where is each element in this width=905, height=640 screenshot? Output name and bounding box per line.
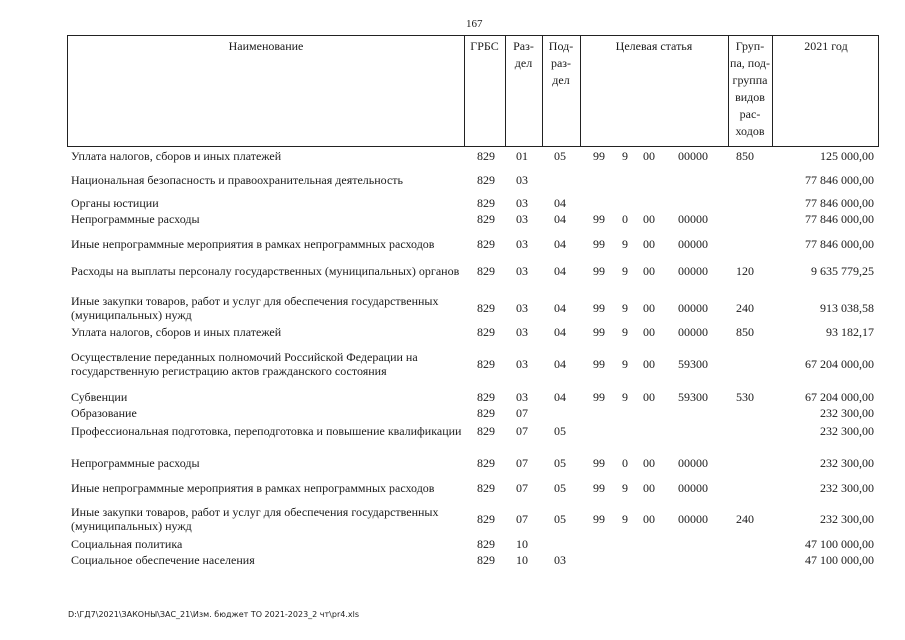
row-amount: 232 300,00 [820,424,874,438]
row-cs4: 00000 [678,149,708,163]
header-year: 2021 год [804,39,848,53]
row-pr: 05 [554,481,566,495]
row-grbs: 829 [477,237,495,251]
row-cs3: 00 [643,149,655,163]
row-cs3: 00 [643,301,655,315]
row-amount: 232 300,00 [820,406,874,420]
row-name: Социальное обеспечение населения [71,553,255,567]
row-pr: 04 [554,301,566,315]
row-cs2: 9 [622,149,628,163]
row-rz: 03 [516,301,528,315]
row-grbs: 829 [477,406,495,420]
row-cs1: 99 [593,149,605,163]
row-grbs: 829 [477,537,495,551]
row-grbs: 829 [477,196,495,210]
row-cs1: 99 [593,390,605,404]
row-rz: 07 [516,406,528,420]
row-grbs: 829 [477,512,495,526]
row-cs4: 00000 [678,264,708,278]
row-cs2: 9 [622,481,628,495]
row-pr: 04 [554,212,566,226]
row-amount: 93 182,17 [826,325,874,339]
row-cs1: 99 [593,481,605,495]
row-cs1: 99 [593,301,605,315]
row-vr: 240 [736,512,754,526]
row-grbs: 829 [477,553,495,567]
row-grbs: 829 [477,390,495,404]
row-amount: 67 204 000,00 [805,390,874,404]
row-grbs: 829 [477,456,495,470]
row-name: Расходы на выплаты персоналу государственных (муниципальных) органов [71,264,460,278]
row-name: Уплата налогов, сборов и иных платежей [71,325,282,339]
row-name: Субвенции [71,390,128,404]
row-rz: 03 [516,390,528,404]
row-cs1: 99 [593,212,605,226]
row-name: Иные непрограммные мероприятия в рамках непрограммных расходов [71,237,435,251]
row-amount: 77 846 000,00 [805,212,874,226]
row-cs2: 9 [622,264,628,278]
row-cs4: 00000 [678,456,708,470]
row-name: Непрограммные расходы [71,456,200,470]
row-grbs: 829 [477,325,495,339]
row-cs4: 59300 [678,390,708,404]
row-cs2: 9 [622,357,628,371]
row-cs1: 99 [593,512,605,526]
row-cs3: 00 [643,512,655,526]
row-name: Профессиональная подготовка, переподготовка и повышение квалификации [71,424,462,438]
row-name: Уплата налогов, сборов и иных платежей [71,149,282,163]
row-cs3: 00 [643,357,655,371]
row-rz: 03 [516,173,528,187]
row-cs3: 00 [643,481,655,495]
row-cs1: 99 [593,357,605,371]
row-cs4: 00000 [678,212,708,226]
row-vr: 120 [736,264,754,278]
row-name: Социальная политика [71,537,183,551]
row-name: Осуществление переданных полномочий Российской Федерации на государственную регистрацию актов гражданского состояния [71,350,418,378]
row-cs4: 00000 [678,481,708,495]
row-amount: 9 635 779,25 [811,264,874,278]
row-name: Иные закупки товаров, работ и услуг для обеспечения государственных (муниципальных) нужд [71,505,439,533]
row-amount: 913 038,58 [820,301,874,315]
row-rz: 07 [516,424,528,438]
row-name: Органы юстиции [71,196,159,210]
row-rz: 03 [516,196,528,210]
row-name: Иные непрограммные мероприятия в рамках непрограммных расходов [71,481,435,495]
row-rz: 07 [516,481,528,495]
row-rz: 10 [516,553,528,567]
row-cs1: 99 [593,264,605,278]
row-vr: 850 [736,149,754,163]
row-vr: 240 [736,301,754,315]
row-cs3: 00 [643,390,655,404]
file-path: D:\ГД7\2021\ЗАКОНЫ\ЗАС_21\Изм. бюджет ТО 2021-2023_2 чт\pr4.xls [68,610,359,619]
row-rz: 03 [516,325,528,339]
row-cs3: 00 [643,212,655,226]
row-cs3: 00 [643,456,655,470]
row-grbs: 829 [477,264,495,278]
row-rz: 01 [516,149,528,163]
row-cs2: 9 [622,301,628,315]
row-grbs: 829 [477,301,495,315]
row-rz: 03 [516,357,528,371]
header-grbs: ГРБС [470,39,499,53]
row-cs2: 9 [622,325,628,339]
row-vr: 530 [736,390,754,404]
row-cs2: 0 [622,212,628,226]
row-cs1: 99 [593,237,605,251]
row-pr: 05 [554,512,566,526]
row-cs2: 9 [622,512,628,526]
row-amount: 232 300,00 [820,456,874,470]
row-name: Образование [71,406,137,420]
row-amount: 67 204 000,00 [805,357,874,371]
row-cs3: 00 [643,325,655,339]
row-cs2: 9 [622,237,628,251]
row-amount: 47 100 000,00 [805,553,874,567]
row-grbs: 829 [477,424,495,438]
row-cs2: 9 [622,390,628,404]
row-pr: 04 [554,390,566,404]
row-grbs: 829 [477,149,495,163]
row-pr: 05 [554,149,566,163]
row-pr: 04 [554,325,566,339]
row-rz: 07 [516,456,528,470]
row-cs1: 99 [593,456,605,470]
row-rz: 03 [516,212,528,226]
row-cs4: 59300 [678,357,708,371]
row-pr: 05 [554,456,566,470]
header-gruppa: Груп- па, под- группа видов рас- ходов [730,39,770,138]
row-amount: 47 100 000,00 [805,537,874,551]
row-cs3: 00 [643,264,655,278]
row-amount: 232 300,00 [820,512,874,526]
header-celevaya: Целевая статья [615,39,693,53]
row-grbs: 829 [477,357,495,371]
row-rz: 03 [516,237,528,251]
row-name: Иные закупки товаров, работ и услуг для обеспечения государственных (муниципальных) нужд [71,294,439,322]
header-name: Наименование [228,39,304,53]
header-podrazdel: Под- раз- дел [548,39,574,87]
row-amount: 77 846 000,00 [805,173,874,187]
row-rz: 07 [516,512,528,526]
row-pr: 04 [554,196,566,210]
page-number: 167 [466,18,483,30]
row-amount: 232 300,00 [820,481,874,495]
row-cs4: 00000 [678,301,708,315]
row-pr: 04 [554,357,566,371]
row-rz: 03 [516,264,528,278]
row-rz: 10 [516,537,528,551]
row-pr: 05 [554,424,566,438]
row-pr: 04 [554,237,566,251]
row-pr: 04 [554,264,566,278]
row-cs4: 00000 [678,237,708,251]
row-cs4: 00000 [678,512,708,526]
row-vr: 850 [736,325,754,339]
header-razdel: Раз- дел [513,39,534,70]
row-amount: 77 846 000,00 [805,237,874,251]
row-grbs: 829 [477,212,495,226]
row-amount: 125 000,00 [820,149,874,163]
row-name: Национальная безопасность и правоохранительная деятельность [71,173,404,187]
row-pr: 03 [554,553,566,567]
row-amount: 77 846 000,00 [805,196,874,210]
row-name: Непрограммные расходы [71,212,200,226]
row-grbs: 829 [477,481,495,495]
row-grbs: 829 [477,173,495,187]
row-cs3: 00 [643,237,655,251]
row-cs4: 00000 [678,325,708,339]
row-cs2: 0 [622,456,628,470]
row-cs1: 99 [593,325,605,339]
